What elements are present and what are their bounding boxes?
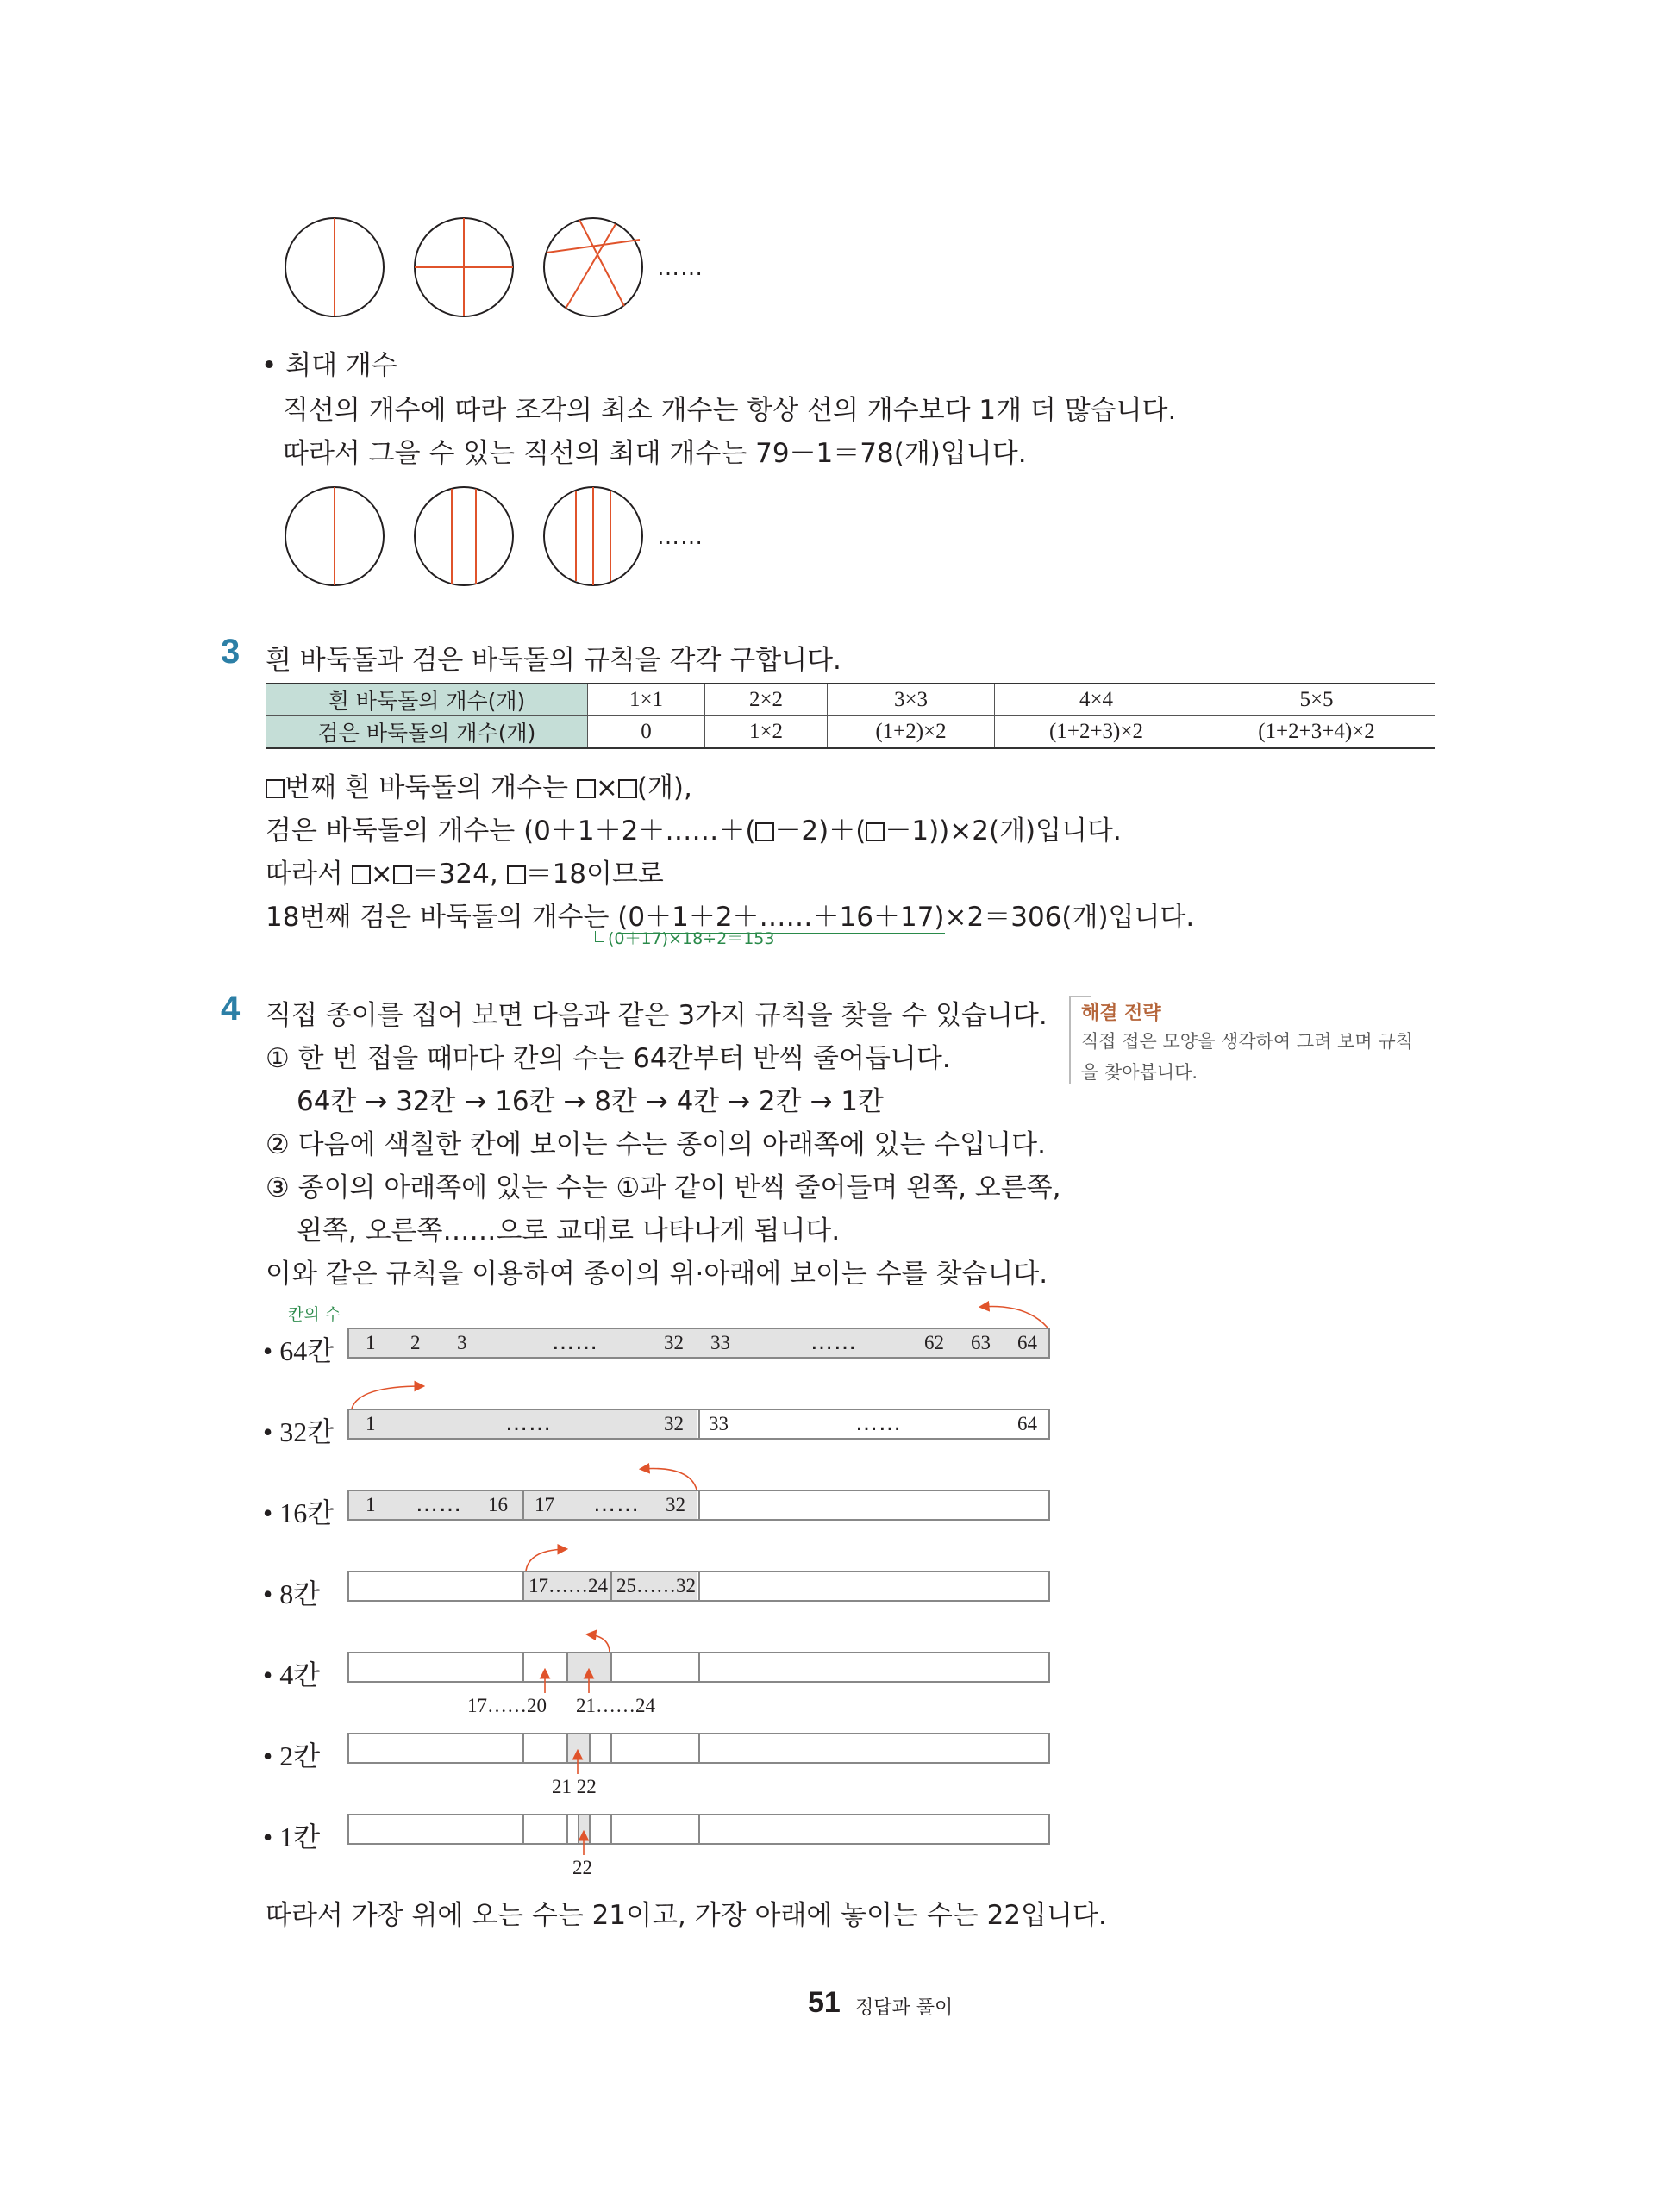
problem-3-title: 흰 바둑돌과 검은 바둑돌의 규칙을 각각 구합니다. <box>266 645 841 676</box>
fold-arrow-8 <box>526 1549 566 1571</box>
cell-number: 1 <box>366 1494 376 1515</box>
table-cell: 4×4 <box>995 684 1198 716</box>
table-cell: (1+2)×2 <box>828 716 995 749</box>
footer-title: 정답과 풀이 <box>855 1997 954 2019</box>
problem-4-intro: 직접 종이를 접어 보면 다음과 같은 3가지 규칙을 찾을 수 있습니다. <box>266 1000 1048 1031</box>
cell-number: 2 <box>410 1332 421 1353</box>
cell-range: 25……32 <box>616 1575 696 1597</box>
problem-3-line2: 검은 바둑돌의 개수는 (0＋1＋2＋……＋( －2)＋( －1))×2(개)입니다. <box>266 815 1122 847</box>
cell-number: 16 <box>488 1494 508 1515</box>
problem-3-line4: 18번째 검은 바둑돌의 개수는 (0＋1＋2＋……＋16＋17)×2＝306(개)입니다. <box>266 902 1195 933</box>
rule-3-b: 왼쪽, 오른쪽……으로 교대로 나타나게 됩니다. <box>297 1215 841 1247</box>
row-label-8: • 8칸 <box>263 1578 321 1609</box>
below-label: 21……24 <box>576 1695 655 1716</box>
ellipsis: …… <box>593 1491 640 1517</box>
max-count-line2: 따라서 그을 수 있는 직선의 최대 개수는 79－1＝78(개)입니다. <box>283 438 1027 469</box>
table-cell: 1×1 <box>588 684 705 716</box>
row-label-64: • 64칸 <box>263 1335 335 1366</box>
row-label-4: • 4칸 <box>263 1659 321 1690</box>
ellipsis: …… <box>552 1329 598 1355</box>
row-label-2: • 2칸 <box>263 1740 321 1771</box>
cell-number: 32 <box>664 1413 684 1434</box>
count-label: 칸의 수 <box>288 1305 341 1324</box>
cell-number: 63 <box>971 1332 991 1353</box>
row-label-16: • 16칸 <box>263 1497 335 1528</box>
underlined-sum: (0＋1＋2＋……＋16＋17) <box>617 902 945 933</box>
ellipsis: …… <box>657 524 704 550</box>
problem-3-number: 3 <box>221 633 241 671</box>
fold-arrow-4 <box>588 1634 610 1652</box>
ellipsis: …… <box>855 1410 902 1436</box>
max-count-heading: • 최대 개수 <box>261 350 397 381</box>
row-label-1: • 1칸 <box>263 1821 321 1853</box>
problem-4-conclusion: 따라서 가장 위에 오는 수는 21이고, 가장 아래에 놓이는 수는 22입니다. <box>266 1900 1107 1931</box>
page-number: 51 <box>808 1986 841 2019</box>
fold-arrow-16 <box>641 1469 697 1490</box>
cell-number: 1 <box>366 1413 376 1434</box>
ellipsis: …… <box>657 255 704 281</box>
cell-range: 17……24 <box>529 1575 608 1597</box>
fold-arrow-32 <box>352 1386 422 1409</box>
fold-arrow-64 <box>981 1307 1048 1328</box>
table-cell: (1+2+3)×2 <box>995 716 1198 749</box>
rule-1-sequence: 64칸 → 32칸 → 16칸 → 8칸 → 4칸 → 2칸 → 1칸 <box>297 1086 884 1117</box>
sum-note: (0＋17)×18÷2＝153 <box>608 929 775 948</box>
below-label: 22 <box>572 1857 592 1878</box>
cell-number: 32 <box>664 1332 684 1353</box>
cell-number: 62 <box>924 1332 944 1353</box>
ellipsis: …… <box>810 1329 857 1355</box>
cell-number: 64 <box>1017 1413 1037 1434</box>
table-cell: 2×2 <box>705 684 828 716</box>
cell-number: 33 <box>710 1332 730 1353</box>
rule-2: ② 다음에 색칠한 칸에 보이는 수는 종이의 아래쪽에 있는 수입니다. <box>266 1129 1046 1160</box>
cell-number: 1 <box>366 1332 376 1353</box>
problem-4-closing: 이와 같은 규칙을 이용하여 종이의 위·아래에 보이는 수를 찾습니다. <box>266 1259 1048 1290</box>
table-cell: (1+2+3+4)×2 <box>1198 716 1435 749</box>
strategy-line2: 을 찾아봅니다. <box>1081 1062 1198 1083</box>
table-cell: 0 <box>588 716 705 749</box>
cell-number: 32 <box>666 1494 685 1515</box>
strategy-line1: 직접 접은 모양을 생각하여 그려 보며 규칙 <box>1081 1031 1413 1052</box>
cell-number: 33 <box>709 1413 729 1434</box>
cell-number: 17 <box>535 1494 554 1515</box>
strategy-title: 해결 전략 <box>1081 1003 1161 1024</box>
row-label-32: • 32칸 <box>263 1416 335 1447</box>
rule-3-a: ③ 종이의 아래쪽에 있는 수는 ①과 같이 반씩 줄어들며 왼쪽, 오른쪽, <box>266 1172 1061 1203</box>
rule-1: ① 한 번 접을 때마다 칸의 수는 64칸부터 반씩 줄어듭니다. <box>266 1043 951 1074</box>
problem-4-number: 4 <box>221 990 241 1028</box>
table-header-black: 검은 바둑돌의 개수(개) <box>266 716 588 749</box>
ellipsis: …… <box>505 1410 552 1436</box>
table-cell: 5×5 <box>1198 684 1435 716</box>
below-label: 21 22 <box>552 1776 597 1797</box>
problem-3-line1: 번째 흰 바둑돌의 개수는 × (개), <box>266 765 692 804</box>
table-cell: 1×2 <box>705 716 828 749</box>
table-header-white: 흰 바둑돌의 개수(개) <box>266 684 588 716</box>
table-cell: 3×3 <box>828 684 995 716</box>
cell-number: 64 <box>1017 1332 1037 1353</box>
ellipsis: …… <box>416 1491 462 1517</box>
problem-3-line3: 따라서 × ＝324, ＝18이므로 <box>266 859 664 890</box>
cell-number: 3 <box>457 1332 467 1353</box>
below-label: 17……20 <box>467 1695 547 1716</box>
max-count-line1: 직선의 개수에 따라 조각의 최소 개수는 항상 선의 개수보다 1개 더 많습니다. <box>283 395 1177 426</box>
